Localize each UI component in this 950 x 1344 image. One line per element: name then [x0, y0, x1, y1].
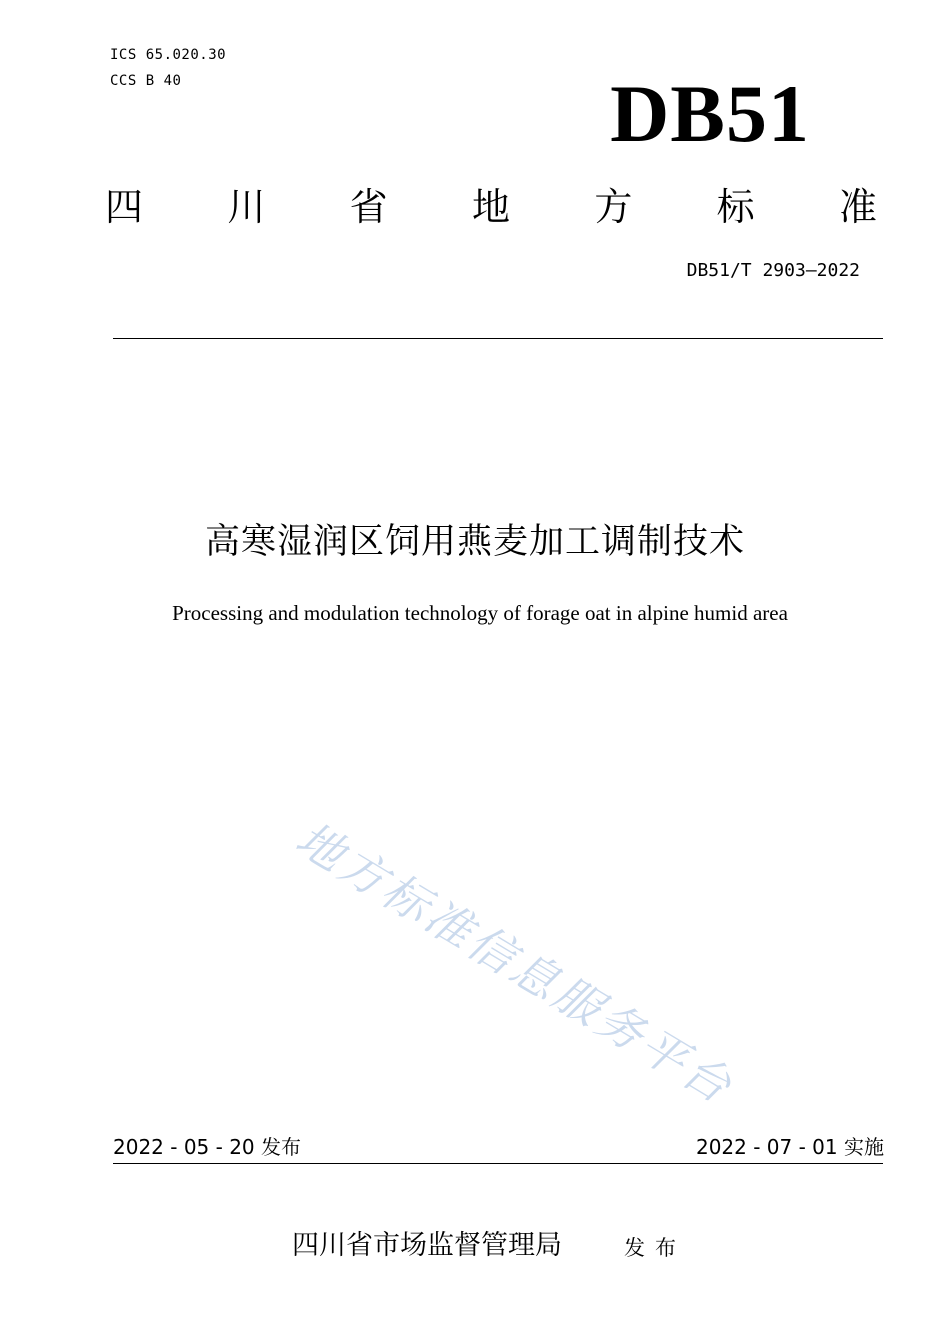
watermark: 地方标准信息服务平台	[286, 811, 744, 1115]
standard-number: DB51/T 2903—2022	[686, 260, 860, 281]
title-char: 准	[838, 185, 877, 229]
document-title-chinese: 高寒湿润区饲用燕麦加工调制技术	[204, 522, 745, 562]
standard-logo: DB51	[610, 68, 810, 159]
document-title-english: Processing and modulation technology of forage oat in alpine humid area	[172, 601, 788, 625]
issuing-authority: 四川省市场监督管理局	[292, 1230, 562, 1261]
header-divider	[113, 338, 883, 339]
footer-divider	[113, 1163, 883, 1164]
title-char: 地	[471, 185, 510, 229]
standard-category-title	[105, 184, 877, 230]
ccs-code: CCS B 40	[110, 73, 182, 89]
title-char: 方	[594, 185, 633, 229]
effective-date: 2022 - 07 - 01 实施	[695, 1135, 884, 1159]
title-char: 四	[105, 185, 144, 229]
title-char: 省	[349, 185, 388, 229]
ics-code: ICS 65.020.30	[110, 47, 227, 63]
title-char: 标	[716, 185, 755, 229]
issue-label: 发布	[624, 1236, 686, 1260]
title-char: 川	[227, 185, 266, 229]
issue-date: 2022 - 05 - 20 发布	[113, 1135, 302, 1159]
